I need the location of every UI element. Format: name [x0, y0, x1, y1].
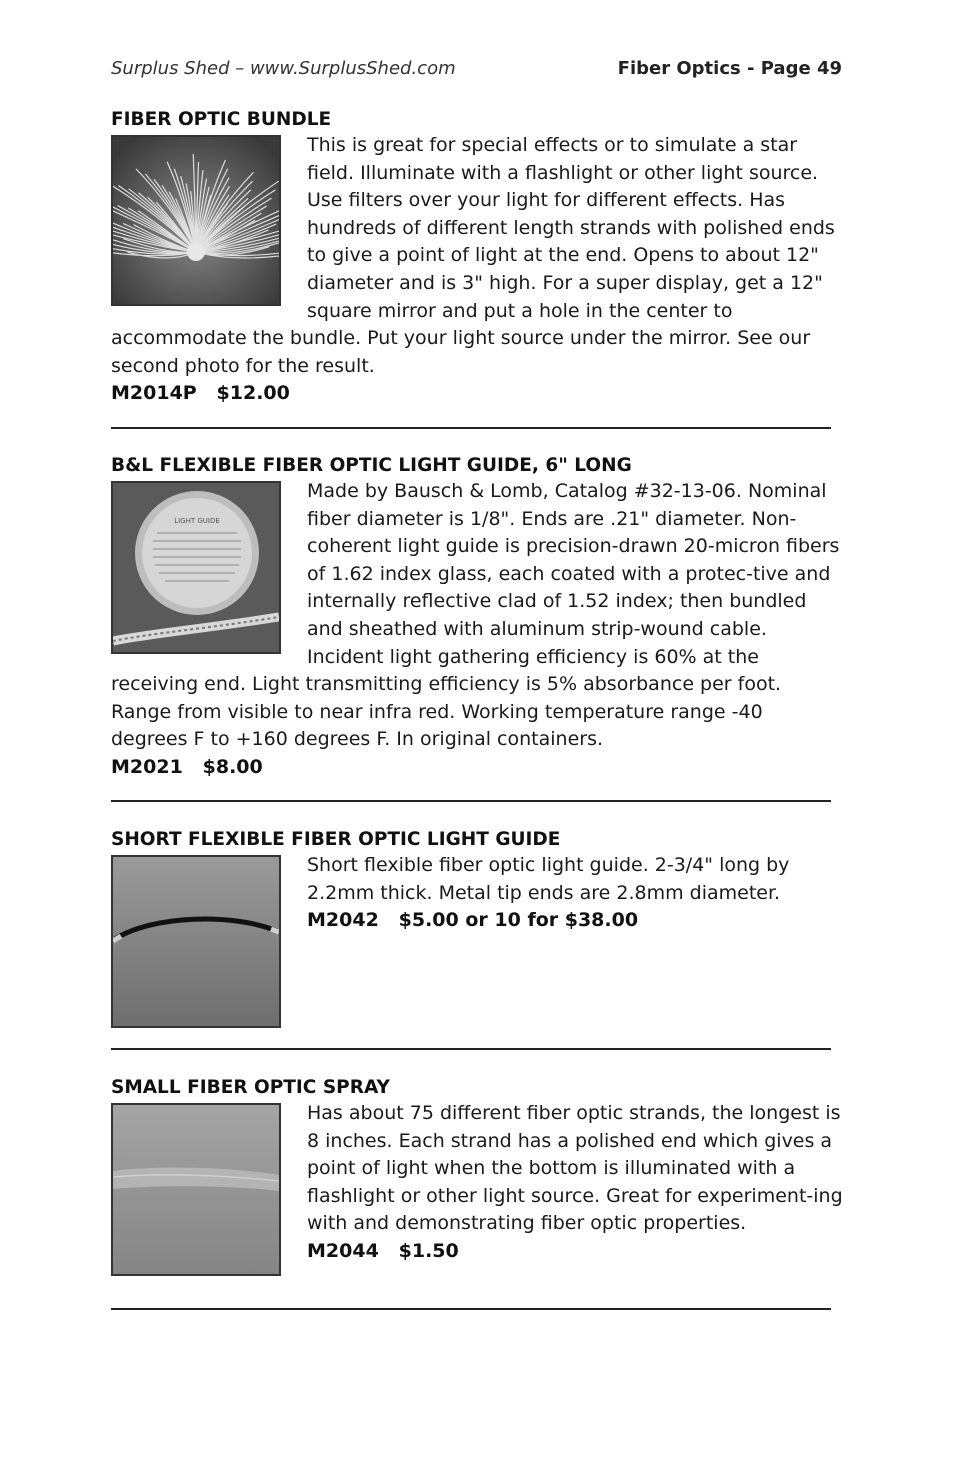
product-short-light-guide — [111, 828, 844, 1032]
product-description: Short flexible fiber optic light guide. 2-3/4" long by 2.2mm thick. Metal tip ends are 2.8mm diameter. — [307, 854, 790, 904]
product-fiber-optic-bundle — [111, 108, 844, 408]
fiber-spray-image — [113, 1105, 279, 1274]
product-title: SHORT FLEXIBLE FIBER OPTIC LIGHT GUIDE — [111, 829, 561, 850]
product-small-fiber-spray — [111, 1076, 844, 1280]
product-title: SMALL FIBER OPTIC SPRAY — [111, 1077, 390, 1098]
product-bl-light-guide — [111, 454, 844, 782]
product-price: M2014P $12.00 — [111, 382, 290, 405]
section-divider — [111, 1048, 831, 1050]
product-photo-bl-light-guide — [111, 481, 281, 654]
short-light-guide-image — [113, 857, 279, 1026]
header-page-title: Fiber Optics - Page 49 — [617, 58, 842, 79]
product-photo-short-light-guide — [111, 855, 281, 1028]
light-guide-container-image — [113, 483, 279, 652]
product-price: M2042 $5.00 or 10 for $38.00 — [307, 909, 639, 932]
section-divider — [111, 1308, 831, 1310]
container-label: LIGHT GUIDE — [174, 517, 220, 525]
product-photo-fiber-bundle — [111, 135, 281, 306]
product-title: B&L FLEXIBLE FIBER OPTIC LIGHT GUIDE, 6" LONG — [111, 455, 632, 476]
product-description: Made by Bausch & Lomb, Catalog #32-13-06. Nominal fiber diameter is 1/8". Ends are .21" diameter. Non-coherent light guide is precision-drawn 20-micron fibers of 1.62 index glass, each coated with a protec-tive and internally reflective clad of 1.52 index; then bundled and sheathed with aluminum strip-wound cable. Incident light gathering efficiency is 60% at the receiving end. Light transmitting efficiency is 5% absorbance per foot. Range from visible to near infra red. Working temperature range -40 degrees F to +160 degrees F. In original containers. — [111, 480, 840, 751]
section-divider — [111, 800, 831, 802]
product-photo-fiber-spray — [111, 1103, 281, 1276]
fiber-bundle-image — [113, 137, 279, 304]
product-price: M2021 $8.00 — [111, 755, 263, 778]
product-description: This is great for special effects or to simulate a star field. Illuminate with a flashlight or other light source. Use filters over your light for different effects. Has hundreds of different length strands with polished ends to give a point of light at the end. Opens to about 12" diameter and is 3" high. For a super display, get a 12" square mirror and put a hole in the center to accommodate the bundle. Put your light source under the mirror. See our second photo for the result. — [111, 134, 835, 377]
product-title: FIBER OPTIC BUNDLE — [111, 109, 332, 130]
section-divider — [111, 427, 831, 429]
header-site-name: Surplus Shed – www.SurplusShed.com — [111, 58, 456, 79]
product-price: M2044 $1.50 — [307, 1239, 459, 1262]
product-description: Has about 75 different fiber optic strands, the longest is 8 inches. Each strand has a polished end which gives a point of light when the bottom is illuminated with a flashlight or other light source. Great for experiment-ing with and demonstrating fiber optic properties. — [307, 1102, 843, 1235]
